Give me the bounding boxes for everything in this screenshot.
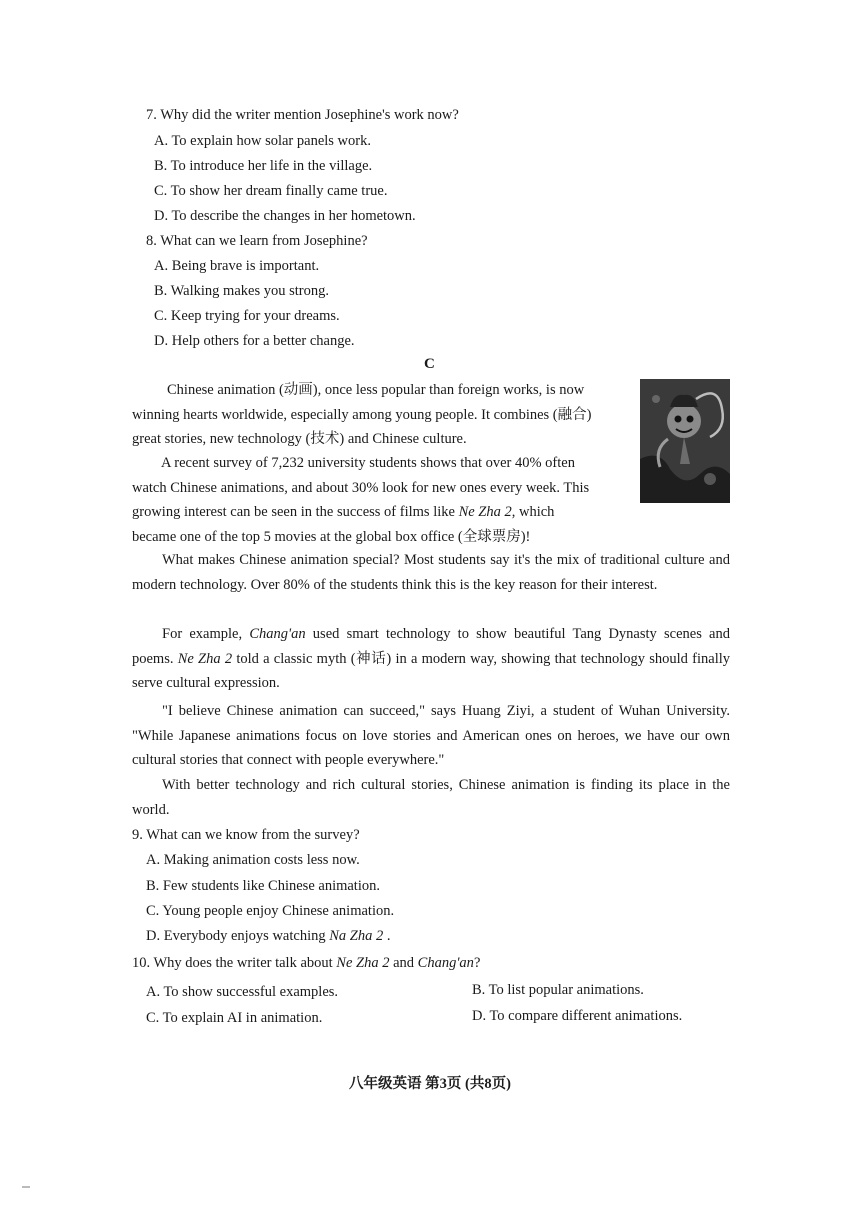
p4-pre: For example, — [162, 626, 250, 642]
film-title: Ne Zha 2 — [458, 504, 512, 520]
film-title: Ne Zha 2 — [336, 955, 390, 971]
film-title: Chang'an — [249, 626, 306, 642]
passage-p6: With better technology and rich cultural stories, Chinese animation is finding its place in the world. — [132, 777, 730, 818]
q10-option-c: C. To explain AI in animation. — [146, 1010, 323, 1026]
question-8: 8. What can we learn from Josephine? — [146, 233, 368, 249]
q9-option-a: A. Making animation costs less now. — [146, 852, 360, 868]
question-10 — [132, 953, 480, 973]
q8-option-d: D. Help others for a better change. — [154, 333, 355, 349]
p2-line3-end: , which — [511, 504, 555, 520]
page-footer: 八年级英语 第3页 (共8页) — [349, 1076, 511, 1092]
q10-option-a: A. To show successful examples. — [146, 984, 339, 1000]
film-title: Ne Zha 2 — [177, 650, 233, 667]
q7-option-b: B. To introduce her life in the village. — [154, 158, 373, 174]
q9-option-c: C. Young people enjoy Chinese animation. — [146, 903, 395, 919]
q8-option-c: C. Keep trying for your dreams. — [154, 308, 340, 324]
film-title: Na Zha 2 — [329, 928, 384, 944]
q9-option-d-end: . — [383, 928, 391, 944]
passage-p2-line3 — [132, 502, 554, 522]
passage-p2-line1: A recent survey of 7,232 university students shows that over 40% often — [161, 455, 575, 471]
q8-option-a: A. Being brave is important. — [154, 258, 320, 274]
p2-line3-text: growing interest can be seen in the success of films like — [132, 504, 459, 520]
q9-option-b: B. Few students like Chinese animation. — [146, 878, 380, 894]
q7-option-c: C. To show her dream finally came true. — [154, 183, 388, 199]
q7-option-d: D. To describe the changes in her hometown. — [154, 208, 416, 224]
question-9: 9. What can we know from the survey? — [132, 827, 360, 843]
q8-option-b: B. Walking makes you strong. — [154, 283, 329, 299]
passage-p4 — [132, 622, 730, 696]
q10-end: ? — [473, 955, 481, 971]
passage-p2-line2: watch Chinese animations, and about 30% look for new ones every week. This — [132, 480, 590, 496]
p4-mid: used smart technology to show beautiful Tang Dynasty scenes and poems. — [132, 626, 730, 667]
question-7: 7. Why did the writer mention Josephine's work now? — [146, 107, 459, 123]
q10-option-b: B. To list popular animations. — [472, 982, 644, 998]
passage-p5: "I believe Chinese animation can succeed," says Huang Ziyi, a student of Wuhan University. "While Japanese animations focus on love stories and American ones on heroes, we have our own cultural stories that connect with people everywhere." — [132, 703, 730, 769]
q7-option-a: A. To explain how solar panels work. — [154, 133, 371, 149]
q10-pre: 10. Why does the writer talk about — [132, 955, 337, 971]
q10-mid: and — [389, 955, 418, 971]
passage-p1-line3: great stories, new technology (技术) and Chinese culture. — [132, 431, 467, 447]
passage-p2-line4: became one of the top 5 movies at the global box office (全球票房)! — [132, 529, 531, 545]
passage-p1-line1: Chinese animation (动画), once less popular than foreign works, is now — [167, 382, 585, 398]
passage-p3: What makes Chinese animation special? Most students say it's the mix of traditional culture and modern technology. Over 80% of the students think this is the key reason for their interest. — [132, 552, 730, 593]
section-letter: C — [424, 356, 435, 372]
q9-option-d-text: D. Everybody enjoys watching — [146, 928, 330, 944]
q10-option-d: D. To compare different animations. — [472, 1008, 683, 1024]
q9-option-d — [146, 926, 390, 946]
nezha-illustration-svg — [640, 379, 730, 503]
nezha-character-image — [640, 379, 730, 503]
passage-p1-line2: winning hearts worldwide, especially among young people. It combines (融合) — [132, 407, 592, 423]
p4-rest: told a classic myth (神话) in a modern way, showing that technology should finally serve cultural expression. — [132, 650, 730, 692]
film-title: Chang'an — [417, 955, 474, 971]
scan-mark — [22, 1186, 30, 1188]
